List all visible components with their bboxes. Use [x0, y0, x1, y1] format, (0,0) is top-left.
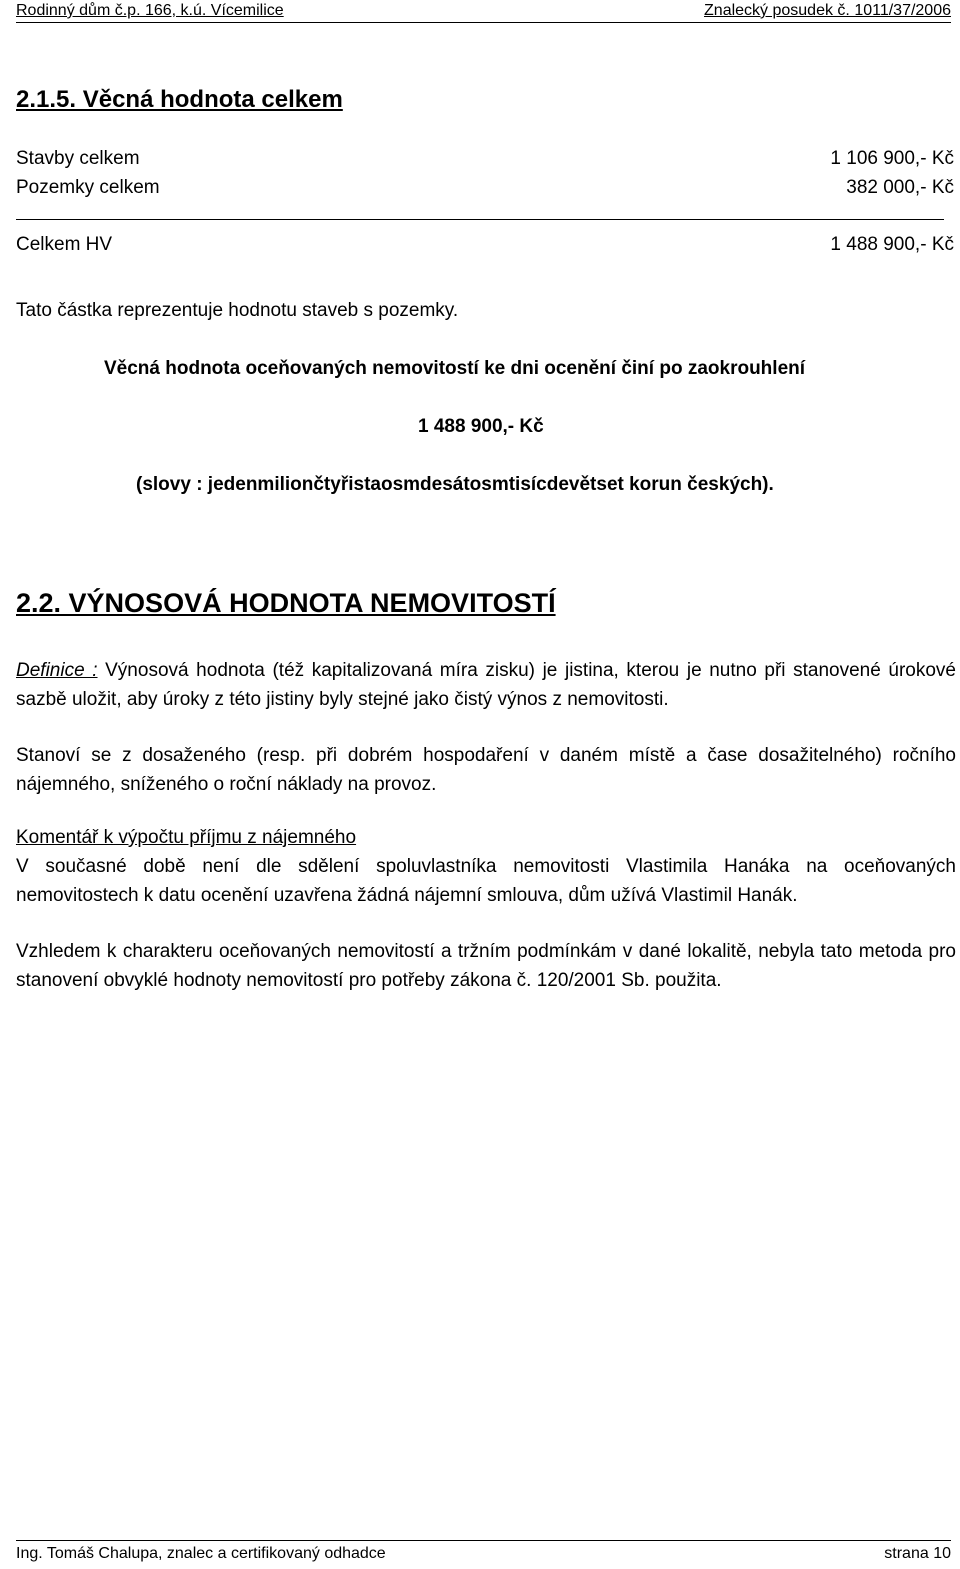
summary-row-stavby	[16, 148, 954, 170]
total-label: Celkem HV	[16, 234, 113, 255]
section-title-vecna-hodnota: 2.1.5. Věcná hodnota celkem	[16, 86, 343, 113]
summary-row-pozemky	[16, 177, 954, 199]
conclusion-paragraph: Vzhledem k charakteru oceňovaných nemovitostí a tržním podmínkám v dané lokalitě, nebyla tato metoda pro stanovení obvyklé hodnoty nemovitostí pro potřeby zákona č. 120/2001 Sb. použita.	[16, 941, 956, 991]
valuation-in-words: (slovy : jedenmiliončtyřistaosmdesátosmtisícdevětset korun českých).	[136, 474, 774, 495]
page-header	[16, 2, 951, 23]
valuation-value: 1 488 900,- Kč	[418, 416, 544, 437]
definition-label: Definice :	[16, 660, 98, 681]
row-value: 382 000,- Kč	[846, 177, 954, 198]
row-value: 1 106 900,- Kč	[830, 148, 954, 169]
stanovi-paragraph: Stanoví se z dosaženého (resp. při dobrém hospodaření v daném místě a čase dosažitelného) ročního nájemného, sníženého o roční náklady na provoz.	[16, 745, 956, 795]
valuation-statement: Věcná hodnota oceňovaných nemovitostí ke dni ocenění činí po zaokrouhlení	[104, 358, 806, 379]
header-right-text: Znalecký posudek č. 1011/37/2006	[704, 2, 951, 19]
note-text: Tato částka reprezentuje hodnotu staveb s pozemky.	[16, 300, 459, 321]
comment-paragraph: V současné době není dle sdělení spoluvlastníka nemovitosti Vlastimila Hanáka na oceňovaných nemovitostech k datu ocenění uzavřena žádná nájemní smlouva, dům užívá Vlastimil Hanák.	[16, 856, 956, 906]
header-left-text: Rodinný dům č.p. 166, k.ú. Vícemilice	[16, 2, 284, 19]
definition-text: Výnosová hodnota (též kapitalizovaná míra zisku) je jistina, kterou je nutno při stanovené úrokové sazbě uložit, aby úroky z této jistiny byly stejné jako čistý výnos z nemovitosti.	[16, 660, 956, 710]
summary-row-total	[16, 234, 954, 256]
comment-heading: Komentář k výpočtu příjmu z nájemného	[16, 827, 357, 848]
row-label: Stavby celkem	[16, 148, 140, 169]
section-title-vynosova-hodnota: 2.2. VÝNOSOVÁ HODNOTA NEMOVITOSTÍ	[16, 588, 556, 618]
total-value: 1 488 900,- Kč	[830, 234, 954, 255]
row-label: Pozemky celkem	[16, 177, 160, 198]
footer-page-number: strana 10	[884, 1545, 951, 1562]
page-footer	[16, 1540, 951, 1563]
definition-paragraph	[16, 656, 956, 714]
footer-author: Ing. Tomáš Chalupa, znalec a certifikovaný odhadce	[16, 1545, 386, 1562]
sum-divider	[16, 219, 944, 220]
